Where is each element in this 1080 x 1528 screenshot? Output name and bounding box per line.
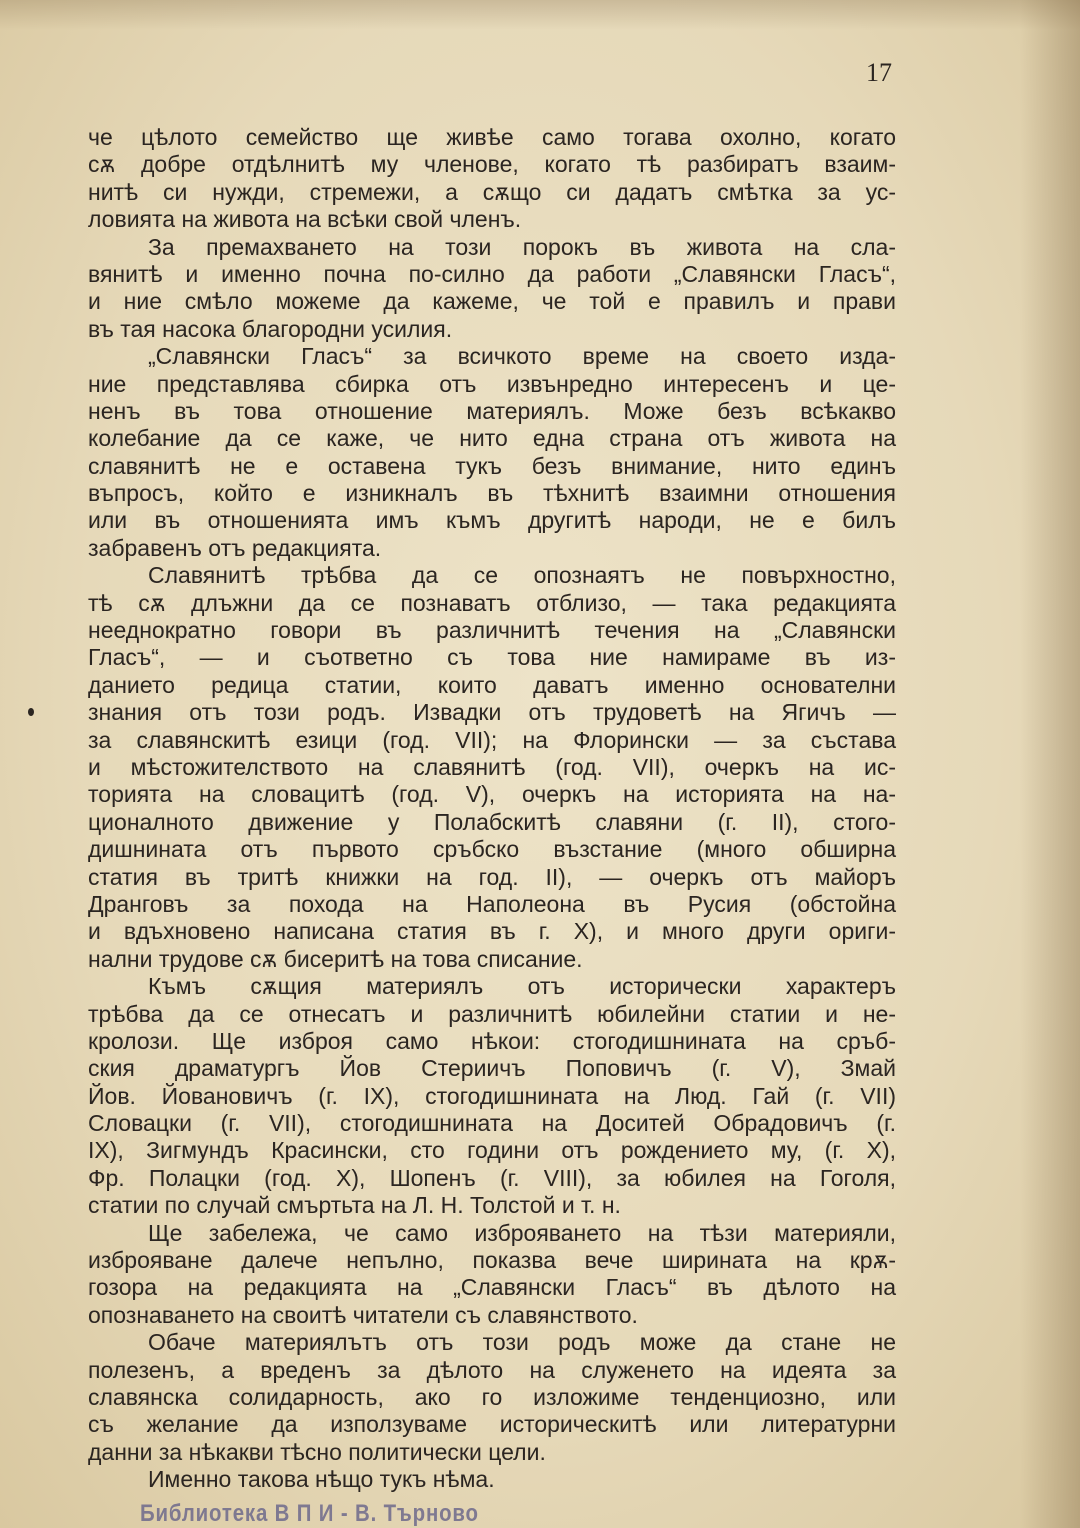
text-line: торията на словацитѣ (год. V), очеркъ на историята на на- (88, 781, 896, 808)
text-line: Йов. Йовановичъ (г. IX), стогодишнината на Люд. Гай (г. VII) (88, 1082, 896, 1109)
text-line: кролози. Ще изброя само нѣкои: стогодишнината на сръб- (88, 1027, 896, 1054)
text-line: статии по случай смъртьта на Л. Н. Толстой и т. н. (88, 1192, 621, 1219)
text-line: дишнината отъ първото сръбско възстание (много обширна (88, 836, 896, 863)
paragraph (88, 1220, 896, 1330)
text-line: ционалното движение у Полабскитѣ славяни (г. II), стого- (88, 808, 896, 835)
text-line: нееднократно говори въ различнитѣ течения на „Славянски (88, 617, 896, 644)
text-line: ние представлява сбирка отъ извънредно интересенъ и це- (88, 370, 896, 397)
paragraph (88, 973, 896, 1220)
text-line: Обаче материялътъ отъ този родъ може да стане не (148, 1329, 896, 1356)
paper-shadow-right (1020, 0, 1080, 1528)
paragraph (88, 124, 896, 234)
text-line: или въ отношенията имъ къмъ другитѣ народи, не е билъ (88, 507, 896, 534)
text-line: славянска солидарность, ако го изложиме тенденциозно, или (88, 1383, 896, 1410)
text-line: Славянитѣ трѣбва да се опознаятъ не повърхностно, (148, 562, 896, 589)
text-line: гозора на редакцията на „Славянски Гласъ“ въ дѣлото на (88, 1274, 896, 1301)
text-line: ловията на живота на всѣки свой членъ. (88, 206, 522, 233)
body-text (88, 124, 896, 1494)
text-line: Фр. Полацки (год. X), Шопенъ (г. VIII), за юбилея на Гоголя, (88, 1164, 896, 1191)
library-stamp: Библиотека В П И - В. Търново (140, 1500, 479, 1527)
text-line: колебание да се каже, че нито една страна отъ живота на (88, 425, 896, 452)
text-line: За премахването на този порокъ въ живота на сла- (148, 233, 896, 260)
text-line: IX), Зигмундъ Красински, сто години отъ рождението му, (г. X), (88, 1137, 896, 1164)
paragraph (88, 1466, 896, 1493)
text-line: Именно такова нѣщо тукъ нѣма. (148, 1466, 495, 1493)
text-line: въ тая насока благородни усилия. (88, 315, 453, 342)
text-line: че цѣлото семейство ще живѣе само тогава охолно, когато (88, 124, 896, 150)
text-line: въпросъ, който е изникналъ въ тѣхнитѣ взаимни отношения (88, 480, 896, 507)
text-line: Къмъ сѫщия материялъ отъ исторически характеръ (148, 973, 896, 1000)
text-line: трѣбва да се отнесатъ и различнитѣ юбилейни статии и не- (88, 1000, 896, 1027)
paragraph (88, 343, 896, 562)
paragraph (88, 1329, 896, 1466)
paper-shadow-top (0, 0, 1080, 30)
text-line: Словацки (г. VII), стогодишнината на Доситей Обрадовичъ (г. (88, 1110, 896, 1137)
text-line: ненъ въ това отношение материялъ. Може безъ всѣкакво (88, 397, 896, 424)
text-line: тѣ сѫ длъжни да се познаватъ отблизо, — така редакцията (88, 589, 896, 616)
text-line: ския драматургъ Йов Стериичъ Поповичъ (г. V), Змай (88, 1055, 896, 1082)
text-line: опознаването на своитѣ читатели съ славянството. (88, 1301, 638, 1328)
text-line: данни за нѣкакви тѣсно политически цели. (88, 1438, 546, 1465)
text-line: „Славянски Гласъ“ за всичкото време на своето изда- (148, 343, 896, 370)
page-number: 17 (866, 58, 892, 87)
ink-blot (28, 708, 34, 716)
text-line: и мѣстожителството на славянитѣ (год. VII), очеркъ на ис- (88, 753, 896, 780)
paragraph (88, 234, 896, 344)
text-line: и вдъхновено написана статия въ г. X), и много други ориги- (88, 918, 896, 945)
text-line: славянитѣ не е оставена тукъ безъ внимание, нито единъ (88, 452, 896, 479)
text-line: съ желание да използуваме историческитѣ или литературни (88, 1411, 896, 1438)
text-line: нални трудове сѫ бисеритѣ на това списание. (88, 945, 583, 972)
paragraph (88, 562, 896, 973)
text-line: и ние смѣло можеме да кажеме, че той е правилъ и прави (88, 288, 896, 315)
text-line: сѫ добре отдѣлнитѣ му членове, когато тѣ разбиратъ взаим- (88, 151, 896, 178)
text-line: знания отъ този родъ. Извадки отъ трудоветѣ на Ягичъ — (88, 699, 896, 726)
text-line: полезенъ, а вреденъ за дѣлото на служенето на идеята за (88, 1356, 896, 1383)
text-line: Дранговъ за похода на Наполеона въ Русия (обстойна (88, 890, 896, 917)
text-line: изброяване далече непълно, показва вече ширината на крѫ- (88, 1247, 896, 1274)
text-line: статия въ тритѣ книжки на год. II), — очеркъ отъ майоръ (88, 863, 896, 890)
text-line: забравенъ отъ редакцията. (88, 534, 382, 561)
text-line: вянитѣ и именно почна по-силно да работи „Славянски Гласъ“, (88, 260, 896, 287)
text-line: данието редица статии, които даватъ именно основателни (88, 671, 896, 698)
text-line: нитѣ си нужди, стремежи, а сѫщо си дадатъ смѣтка за ус- (88, 178, 896, 205)
text-line: Гласъ“, — и съответно съ това ние намираме въ из- (88, 644, 896, 671)
text-line: Ще забележа, че само изброяването на тѣзи материяли, (148, 1219, 896, 1246)
text-line: за славянскитѣ езици (год. VII); на Флорински — за състава (88, 726, 896, 753)
